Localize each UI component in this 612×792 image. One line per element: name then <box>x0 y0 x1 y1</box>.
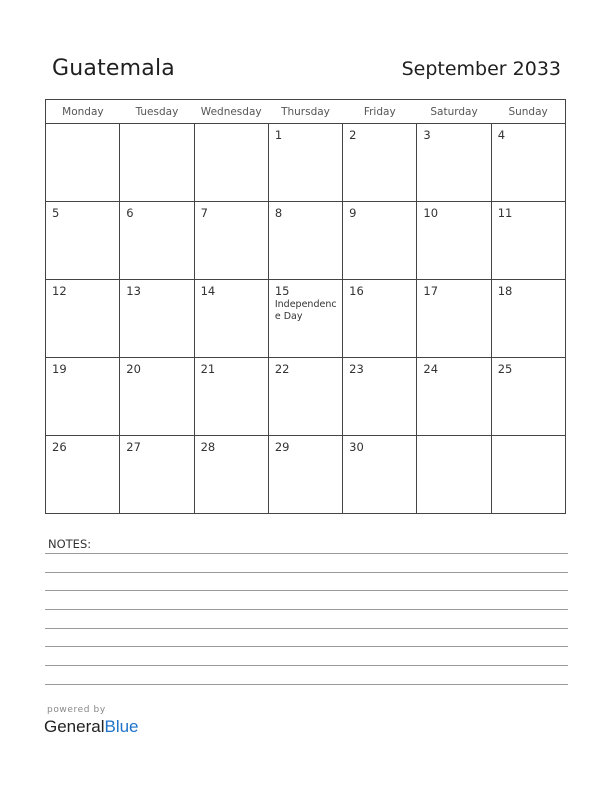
day-cell <box>491 436 565 514</box>
day-number: 14 <box>200 284 216 298</box>
day-number: 3 <box>423 128 431 142</box>
day-cell <box>491 202 565 280</box>
day-number: 7 <box>200 206 208 220</box>
weekday-sunday: Sunday <box>491 100 565 124</box>
day-cell <box>120 280 194 358</box>
day-cell <box>417 358 491 436</box>
day-number: 12 <box>52 284 67 298</box>
day-cell <box>491 358 565 436</box>
note-line <box>45 572 568 573</box>
note-line <box>45 609 568 610</box>
week-row <box>46 124 566 202</box>
day-cell <box>194 124 268 202</box>
day-number: 13 <box>126 284 141 298</box>
day-number: 25 <box>497 362 513 376</box>
weekday-thursday: Thursday <box>268 100 342 124</box>
note-line <box>45 646 568 647</box>
day-cell <box>343 124 417 202</box>
holiday-label: Independence Day <box>274 299 337 322</box>
day-number: 28 <box>200 440 216 454</box>
day-number: 21 <box>200 362 216 376</box>
weekday-header-row <box>46 100 566 124</box>
week-row <box>46 436 566 514</box>
day-number: 23 <box>349 362 364 376</box>
weekday-friday: Friday <box>343 100 417 124</box>
day-number: 27 <box>126 440 141 454</box>
week-row <box>46 280 566 358</box>
day-cell <box>343 202 417 280</box>
day-cell <box>194 358 268 436</box>
weekday-tuesday: Tuesday <box>120 100 194 124</box>
day-number <box>417 436 490 440</box>
day-cell <box>194 436 268 514</box>
day-number: 16 <box>349 284 364 298</box>
day-cell <box>46 280 120 358</box>
day-cell <box>343 280 417 358</box>
day-number <box>195 124 268 128</box>
week-row <box>46 202 566 280</box>
day-cell <box>120 124 194 202</box>
notes-label: NOTES: <box>48 537 92 551</box>
day-number: 19 <box>52 362 67 376</box>
day-number: 15 <box>274 284 290 298</box>
day-cell <box>120 436 194 514</box>
powered-by-text: powered by <box>47 705 106 715</box>
day-cell <box>120 358 194 436</box>
weekday-monday: Monday <box>46 100 120 124</box>
day-number: 8 <box>274 206 283 220</box>
day-cell <box>194 202 268 280</box>
weekday-saturday: Saturday <box>417 100 491 124</box>
note-line <box>45 628 568 629</box>
note-line <box>45 684 568 685</box>
day-number: 17 <box>423 284 439 298</box>
day-cell <box>417 124 491 202</box>
note-line <box>45 553 568 554</box>
day-cell <box>417 436 491 514</box>
day-number <box>46 124 119 128</box>
day-number: 5 <box>52 206 60 220</box>
day-number: 24 <box>423 362 439 376</box>
day-cell <box>194 280 268 358</box>
weekday-wednesday: Wednesday <box>194 100 268 124</box>
day-cell <box>46 202 120 280</box>
brand-blue-text: Blue <box>104 717 139 736</box>
day-number: 1 <box>274 128 283 142</box>
day-cell <box>343 358 417 436</box>
day-cell <box>491 280 565 358</box>
calendar-grid <box>45 99 566 514</box>
day-number: 30 <box>349 440 364 454</box>
note-line <box>45 665 568 666</box>
day-cell <box>268 202 342 280</box>
day-cell <box>46 436 120 514</box>
day-number: 22 <box>274 362 290 376</box>
day-cell <box>417 202 491 280</box>
brand-general-text: General <box>44 717 105 736</box>
day-number <box>492 436 565 440</box>
day-cell <box>417 280 491 358</box>
day-number: 29 <box>274 440 290 454</box>
day-number: 26 <box>52 440 67 454</box>
month-title: September 2033 <box>401 58 561 80</box>
day-number <box>120 124 193 128</box>
day-number: 10 <box>423 206 439 220</box>
note-line <box>45 590 568 591</box>
day-cell <box>46 124 120 202</box>
week-row <box>46 358 566 436</box>
day-cell <box>120 202 194 280</box>
day-number: 6 <box>126 206 134 220</box>
country-title: Guatemala <box>52 56 175 81</box>
day-number: 4 <box>497 128 506 142</box>
day-number: 18 <box>497 284 513 298</box>
day-number: 11 <box>497 206 513 220</box>
day-cell <box>268 358 342 436</box>
brand-logo[interactable] <box>44 717 139 737</box>
day-cell <box>491 124 565 202</box>
day-cell <box>268 124 342 202</box>
day-cell <box>343 436 417 514</box>
day-number: 9 <box>349 206 357 220</box>
day-number: 20 <box>126 362 141 376</box>
day-cell <box>268 436 342 514</box>
day-cell <box>46 358 120 436</box>
day-cell <box>268 280 342 358</box>
day-number: 2 <box>349 128 357 142</box>
